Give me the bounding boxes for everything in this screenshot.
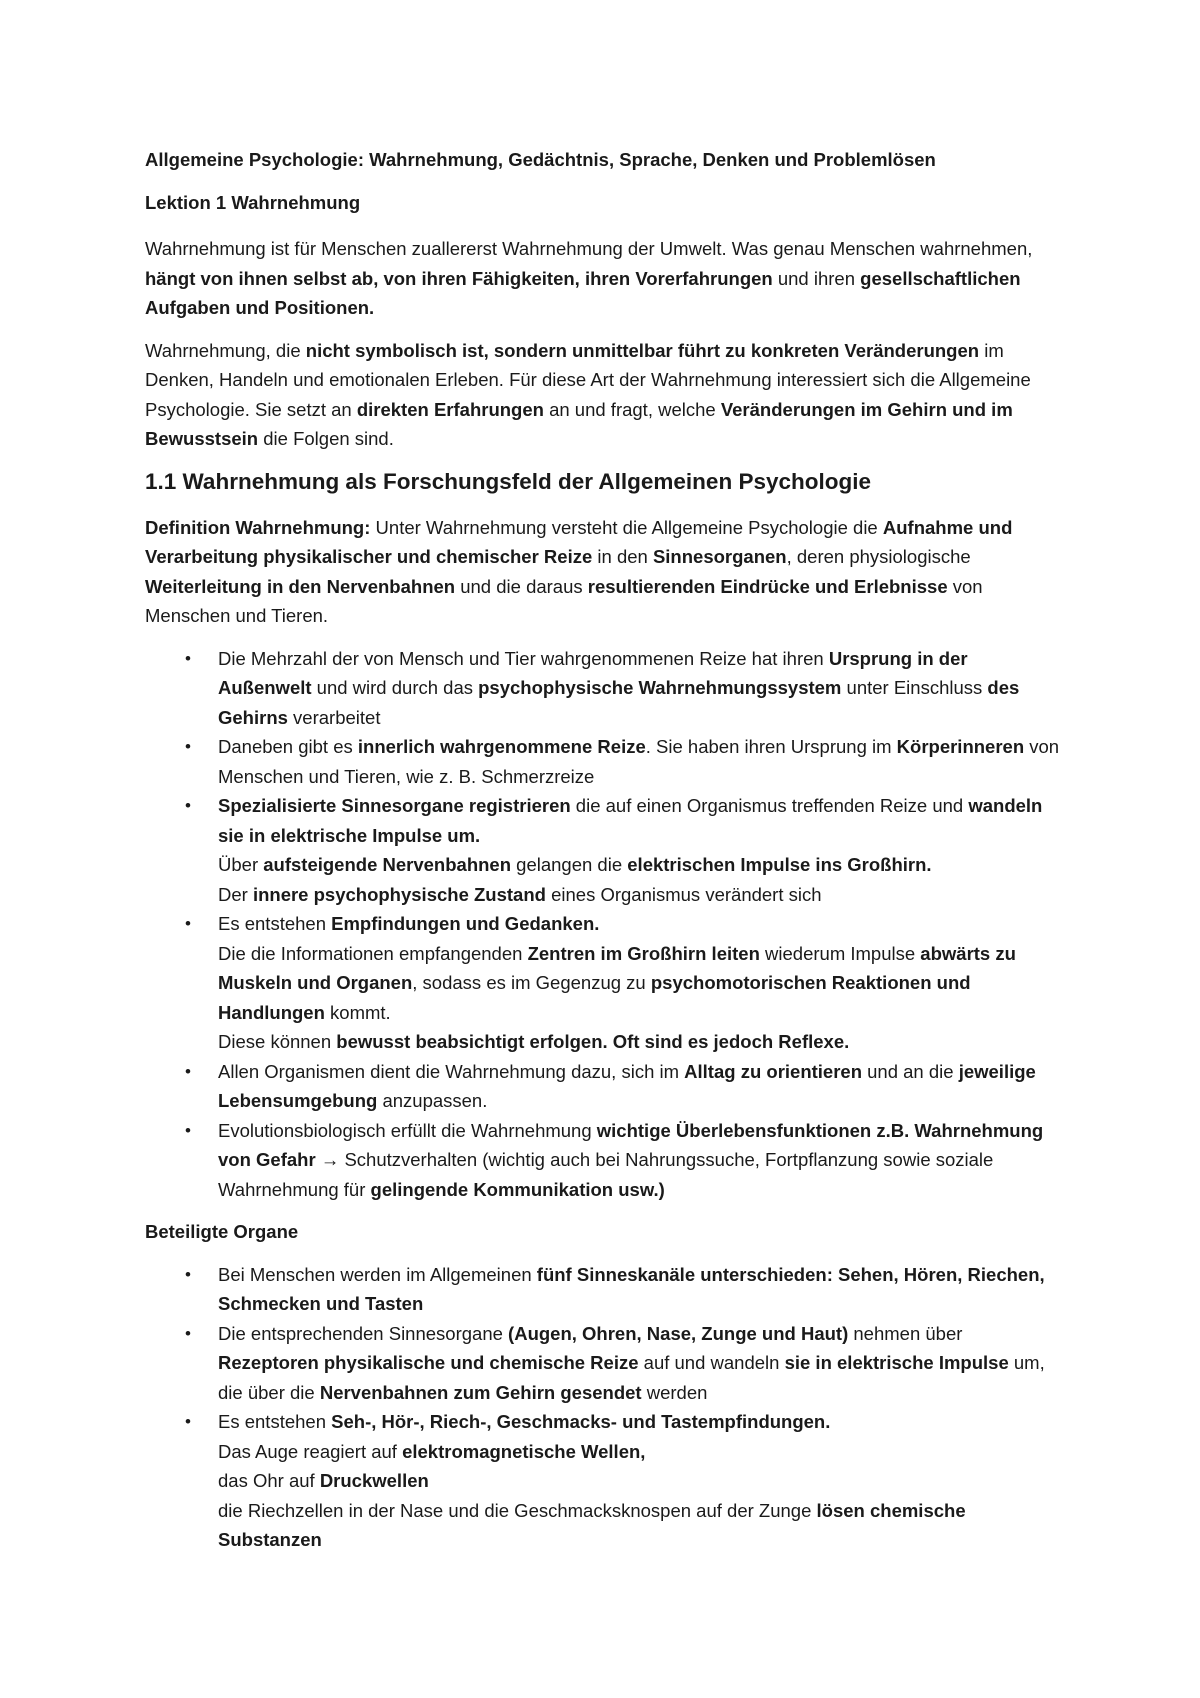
bullet-icon: • (185, 1061, 191, 1081)
arrow-right-icon: → (315, 1149, 345, 1170)
section-heading-1-1: 1.1 Wahrnehmung als Forschungsfeld der Allgemeinen Psychologie (145, 468, 871, 494)
intro-paragraph-1: Wahrnehmung ist für Menschen zuallererst Wahrnehmung der Umwelt. Was genau Menschen wahrnehmen, hängt von ihnen selbst ab, von ihren Fähigkeiten, ihren Vorerfahrungen und ihren gesellschaftlichen Aufgaben und Positionen. (145, 238, 1033, 318)
list-item: • Die entsprechenden Sinnesorgane (Augen, Ohren, Nase, Zunge und Haut) nehmen über Rezeptoren physikalische und chemische Reize auf und wandeln sie in elektrische Impulse um, die über die Nervenbahnen zum Gehirn gesendet werden (145, 1319, 1060, 1408)
list-item: • Bei Menschen werden im Allgemeinen fünf Sinneskanäle unterschieden: Sehen, Hören, Riechen, Schmecken und Tasten (145, 1260, 1060, 1319)
document-title: Allgemeine Psychologie: Wahrnehmung, Gedächtnis, Sprache, Denken und Problemlösen (145, 149, 936, 170)
bullet-icon: • (185, 1412, 191, 1431)
list-item-line: Das Auge reagiert auf elektromagnetische Wellen, (218, 1440, 646, 1462)
bullet-icon: • (185, 648, 191, 668)
list-item: • Es entstehen Seh-, Hör-, Riech-, Geschmacks- und Tastempfindungen. Das Auge reagiert auf elektromagnetische Wellen, das Ohr auf Druckwellen die Riechzellen in der Nase und die Geschmacksknospen auf der Zunge lösen chemische Substanzen (145, 1407, 1060, 1555)
list-item: • Spezialisierte Sinnesorgane registrieren die auf einen Organismus treffenden Reize und wandeln sie in elektrische Impulse um. Über aufsteigende Nervenbahnen gelangen die elektrischen Impulse ins Großhirn. Der innere psychophysische Zustand eines Organismus verändert sich (145, 791, 1060, 909)
bullet-list-organs (145, 1260, 1060, 1555)
list-item-line: das Ohr auf Druckwellen (218, 1470, 429, 1491)
list-item-line: Die die Informationen empfangenden Zentren im Großhirn leiten wiederum Impulse abwärts zu Muskeln und Organen, sodass es im Gegenzug zu psychomotorischen Reaktionen und Handlungen kommt. (218, 942, 1016, 1023)
bullet-list-perception (145, 644, 1060, 1205)
bullet-icon: • (185, 914, 191, 933)
bullet-icon: • (185, 796, 191, 815)
bullet-icon: • (185, 1323, 191, 1343)
list-item-line: Der innere psychophysische Zustand eines Organismus verändert sich (218, 883, 822, 905)
intro-paragraph-2: Wahrnehmung, die nicht symbolisch ist, sondern unmittelbar führt zu konkreten Veränderungen im Denken, Handeln und emotionalen Erleben. Für diese Art der Wahrnehmung interessiert sich die Allgemeine Psychologie. Sie setzt an direkten Erfahrungen an und fragt, welche Veränderungen im Gehirn und im Bewusstsein die Folgen sind. (145, 339, 1031, 449)
list-item-line: Diese können bewusst beabsichtigt erfolgen. Oft sind es jedoch Reflexe. (218, 1031, 850, 1052)
list-item: • Evolutionsbiologisch erfüllt die Wahrnehmung wichtige Überlebensfunktionen z.B. Wahrnehmung von Gefahr → Schutzverhalten (wichtig auch bei Nahrungssuche, Fortpflanzung sowie soziale Wahrnehmung für gelingende Kommunikation usw.) (145, 1116, 1060, 1205)
list-item: • Die Mehrzahl der von Mensch und Tier wahrgenommenen Reize hat ihren Ursprung in der Außenwelt und wird durch das psychophysische Wahrnehmungssystem unter Einschluss des Gehirns verarbeitet (145, 644, 1060, 733)
organs-heading: Beteiligte Organe (145, 1221, 299, 1242)
list-item-line: die Riechzellen in der Nase und die Geschmacksknospen auf der Zunge lösen chemische Substanzen (218, 1499, 966, 1550)
bullet-icon: • (185, 737, 191, 756)
list-item-line: Über aufsteigende Nervenbahnen gelangen die elektrischen Impulse ins Großhirn. (218, 854, 932, 875)
list-item: • Allen Organismen dient die Wahrnehmung dazu, sich im Alltag zu orientieren und an die jeweilige Lebensumgebung anzupassen. (145, 1057, 1060, 1116)
definition-paragraph: Definition Wahrnehmung: Unter Wahrnehmung versteht die Allgemeine Psychologie die Aufnahme und Verarbeitung physikalischer und chemischer Reize in den Sinnesorganen, deren physiologische Weiterleitung in den Nervenbahnen und die daraus resultierenden Eindrücke und Erlebnisse von Menschen und Tieren. (145, 516, 1013, 626)
lesson-title: Lektion 1 Wahrnehmung (145, 191, 361, 213)
bullet-icon: • (185, 1120, 191, 1140)
document-page (145, 145, 1060, 1568)
list-item: • Daneben gibt es innerlich wahrgenommene Reize. Sie haben ihren Ursprung im Körperinneren von Menschen und Tieren, wie z. B. Schmerzreize (145, 732, 1060, 791)
bullet-icon: • (185, 1264, 191, 1284)
list-item: • Es entstehen Empfindungen und Gedanken. Die die Informationen empfangenden Zentren im Großhirn leiten wiederum Impulse abwärts zu Muskeln und Organen, sodass es im Gegenzug zu psychomotorischen Reaktionen und Handlungen kommt. Diese können bewusst beabsichtigt erfolgen. Oft sind es jedoch Reflexe. (145, 909, 1060, 1057)
